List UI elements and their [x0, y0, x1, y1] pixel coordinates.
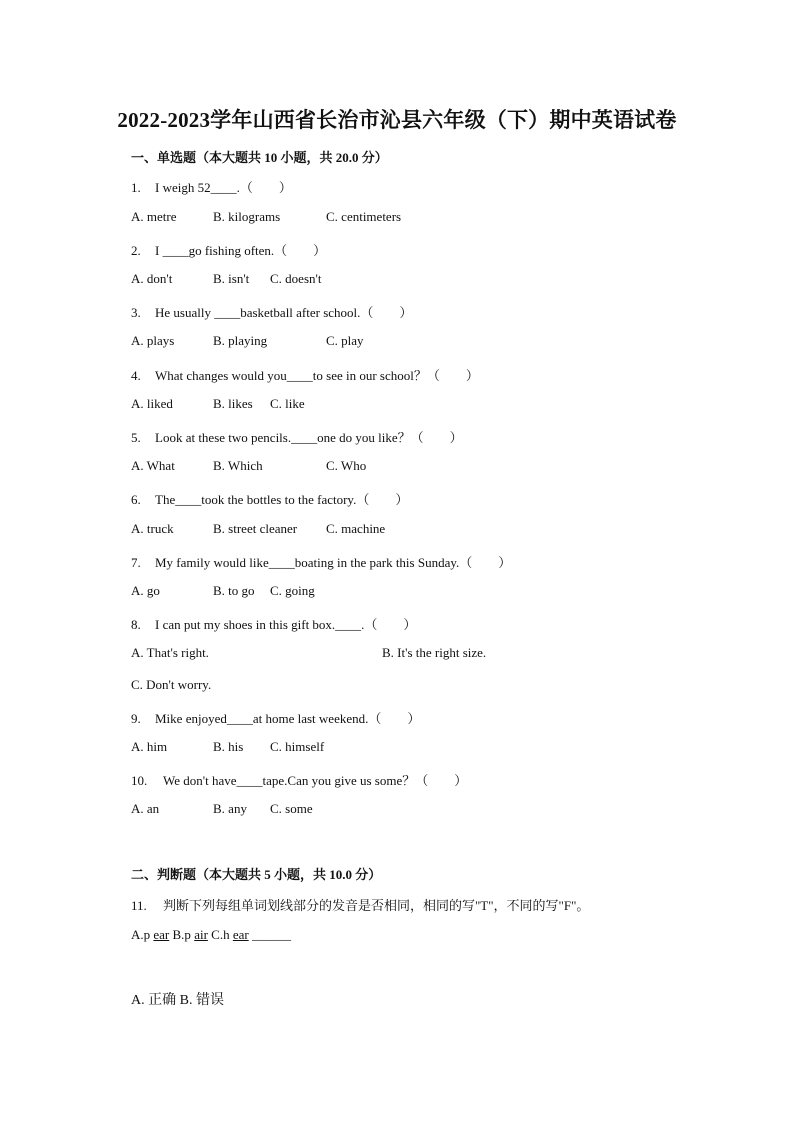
option-8c: C. Don't worry. [131, 677, 212, 692]
option-9c: C. himself [270, 739, 325, 754]
word-c-prefix: C.h [211, 927, 230, 942]
answer-blank: ______ [251, 927, 291, 942]
page-title: 2022-2023学年山西省长治市沁县六年级（下）期中英语试卷 [117, 108, 677, 132]
question-text: Look at these two pencils.____one do you like？（ ） [155, 430, 463, 445]
option-2b: B. isn't [213, 271, 250, 286]
question-text: He usually ____basketball after school.（ ） [155, 305, 413, 320]
option-1c: C. centimeters [326, 209, 402, 224]
question-number: 6. [131, 492, 141, 507]
option-2a: A. don't [131, 271, 173, 286]
section-heading-single-choice: 一、单选题（本大题共 10 小题，共 20.0 分） [131, 150, 388, 165]
word-b-prefix: B.p [172, 927, 191, 942]
question-number: 3. [131, 305, 141, 320]
question-number: 7. [131, 555, 141, 570]
option-9a: A. him [131, 739, 168, 754]
question-text: What changes would you____to see in our school？（ ） [155, 368, 479, 383]
word-a-underlined: ear [153, 927, 170, 942]
question-5 [131, 427, 463, 446]
option-5a: A. What [131, 458, 175, 473]
question-text: I weigh 52____.（ ） [155, 180, 292, 195]
question-text: My family would like____boating in the park this Sunday.（ ） [155, 555, 512, 570]
question-4 [131, 365, 479, 384]
question-2 [131, 240, 326, 259]
option-6c: C. machine [326, 521, 386, 536]
question-9 [131, 708, 420, 727]
option-10b: B. any [213, 801, 247, 816]
question-number: 1. [131, 180, 141, 195]
question-number: 11. [131, 898, 147, 913]
option-8b: B. It's the right size. [382, 645, 487, 660]
question-text: Mike enjoyed____at home last weekend.（ ） [155, 711, 421, 726]
question-text: We don't have____tape.Can you give us some？（ ） [163, 773, 468, 788]
question-6 [131, 489, 408, 508]
option-3b: B. playing [213, 333, 268, 348]
option-4a: A. liked [131, 396, 173, 411]
question-10 [131, 770, 467, 789]
word-a-prefix: A.p [131, 927, 151, 942]
option-10c: C. some [270, 801, 313, 816]
option-5c: C. Who [326, 458, 367, 473]
option-9b: B. his [213, 739, 244, 754]
option-7c: C. going [270, 583, 315, 598]
option-7a: A. go [131, 583, 160, 598]
section-heading-judgement: 二、判断题（本大题共 5 小题，共 10.0 分） [131, 867, 382, 882]
question-number: 9. [131, 711, 141, 726]
option-3c: C. play [326, 333, 364, 348]
question-text: The____took the bottles to the factory.（ ） [155, 492, 409, 507]
question-number: 10. [131, 773, 148, 788]
option-1a: A. metre [131, 209, 177, 224]
question-3 [131, 302, 412, 321]
question-7 [131, 552, 511, 571]
word-c-underlined: ear [232, 927, 249, 942]
option-7b: B. to go [213, 583, 255, 598]
word-group-line [131, 927, 291, 943]
option-6b: B. street cleaner [213, 521, 298, 536]
word-b-underlined: air [194, 927, 208, 942]
option-1b: B. kilograms [213, 209, 281, 224]
question-number: 4. [131, 368, 141, 383]
question-11 [131, 895, 589, 914]
option-6a: A. truck [131, 521, 174, 536]
option-8a: A. That's right. [131, 645, 209, 660]
question-text: I ____go fishing often.（ ） [155, 243, 327, 258]
option-2c: C. doesn't [270, 271, 322, 286]
question-text: 判断下列每组单词划线部分的发音是否相同，相同的写"T"，不同的写"F"。 [163, 898, 590, 913]
option-4b: B. likes [213, 396, 253, 411]
question-number: 2. [131, 243, 141, 258]
question-number: 5. [131, 430, 141, 445]
judge-options: A. 正确 B. 错误 [131, 993, 224, 1008]
option-5b: B. Which [213, 458, 263, 473]
question-8 [131, 614, 416, 633]
question-number: 8. [131, 617, 141, 632]
question-text: I can put my shoes in this gift box.____.（ ） [155, 617, 417, 632]
question-1 [131, 177, 292, 196]
option-10a: A. an [131, 801, 160, 816]
option-4c: C. like [270, 396, 305, 411]
option-3a: A. plays [131, 333, 175, 348]
